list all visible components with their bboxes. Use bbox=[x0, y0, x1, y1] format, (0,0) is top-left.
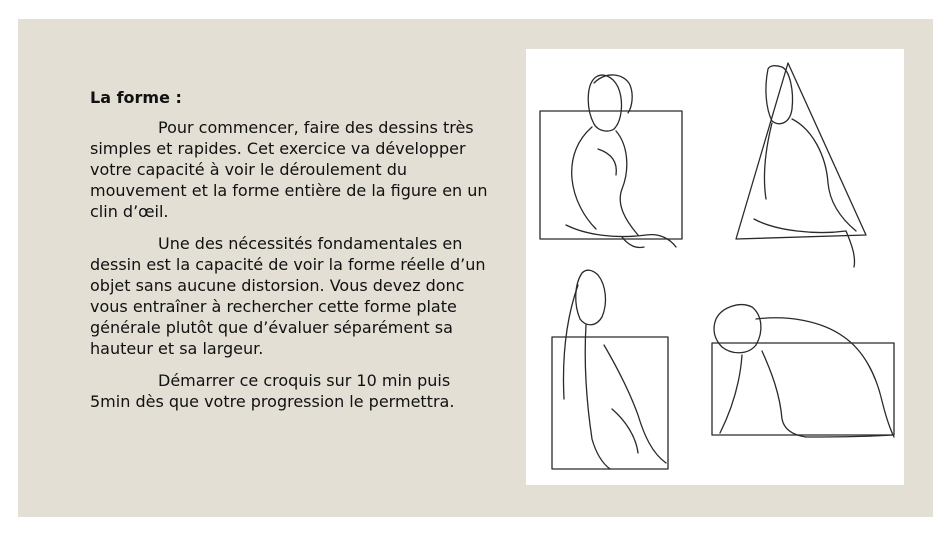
figure-sketches bbox=[526, 49, 904, 485]
paragraph-3-text: Démarrer ce croquis sur 10 min puis 5min dès que votre progression le permettra. bbox=[90, 371, 455, 411]
bounding-triangle bbox=[736, 63, 866, 239]
body-contour bbox=[585, 325, 610, 469]
arm-line bbox=[720, 355, 742, 433]
front-contour bbox=[616, 131, 638, 235]
paragraph-1 bbox=[90, 117, 490, 222]
front-contour bbox=[792, 119, 856, 231]
knee-line bbox=[612, 409, 638, 453]
paragraph-2-text: Une des nécessités fondamentales en dessin est la capacité de voir la forme réelle d’un objet sans aucune distorsion. Vous devez donc vous entraîner à rechercher cette forme plate générale plutôt que d’évaluer séparément sa hauteur et sa largeur. bbox=[90, 234, 486, 358]
paragraph-2 bbox=[90, 233, 490, 359]
sketch-crouching-figure bbox=[540, 75, 682, 248]
sketch-bent-figure bbox=[712, 305, 894, 437]
torso-contour bbox=[762, 351, 806, 437]
leg-contour bbox=[754, 219, 846, 233]
foot-line bbox=[846, 231, 855, 267]
sketch-seated-figure bbox=[552, 270, 668, 469]
paragraph-1-text: Pour commencer, faire des dessins très simples et rapides. Cet exercice va développer votre capacité à voir le déroulement du mouvement et la forme entière de la figure en un clin d’œil. bbox=[90, 118, 488, 221]
arm-line bbox=[598, 149, 616, 175]
head-outline bbox=[576, 270, 606, 325]
sketch-triangle-figure bbox=[736, 63, 866, 267]
paragraph-3 bbox=[90, 370, 490, 412]
leg-contour bbox=[604, 345, 666, 463]
bounding-box bbox=[712, 343, 894, 435]
ground-legs bbox=[566, 225, 676, 247]
back-contour bbox=[756, 318, 894, 437]
back-contour bbox=[764, 123, 772, 199]
head-outline bbox=[588, 75, 621, 131]
back-contour bbox=[572, 127, 596, 229]
slide bbox=[18, 19, 933, 517]
text-block bbox=[90, 87, 490, 423]
head-outline bbox=[714, 305, 761, 353]
section-heading: La forme : bbox=[90, 88, 182, 107]
